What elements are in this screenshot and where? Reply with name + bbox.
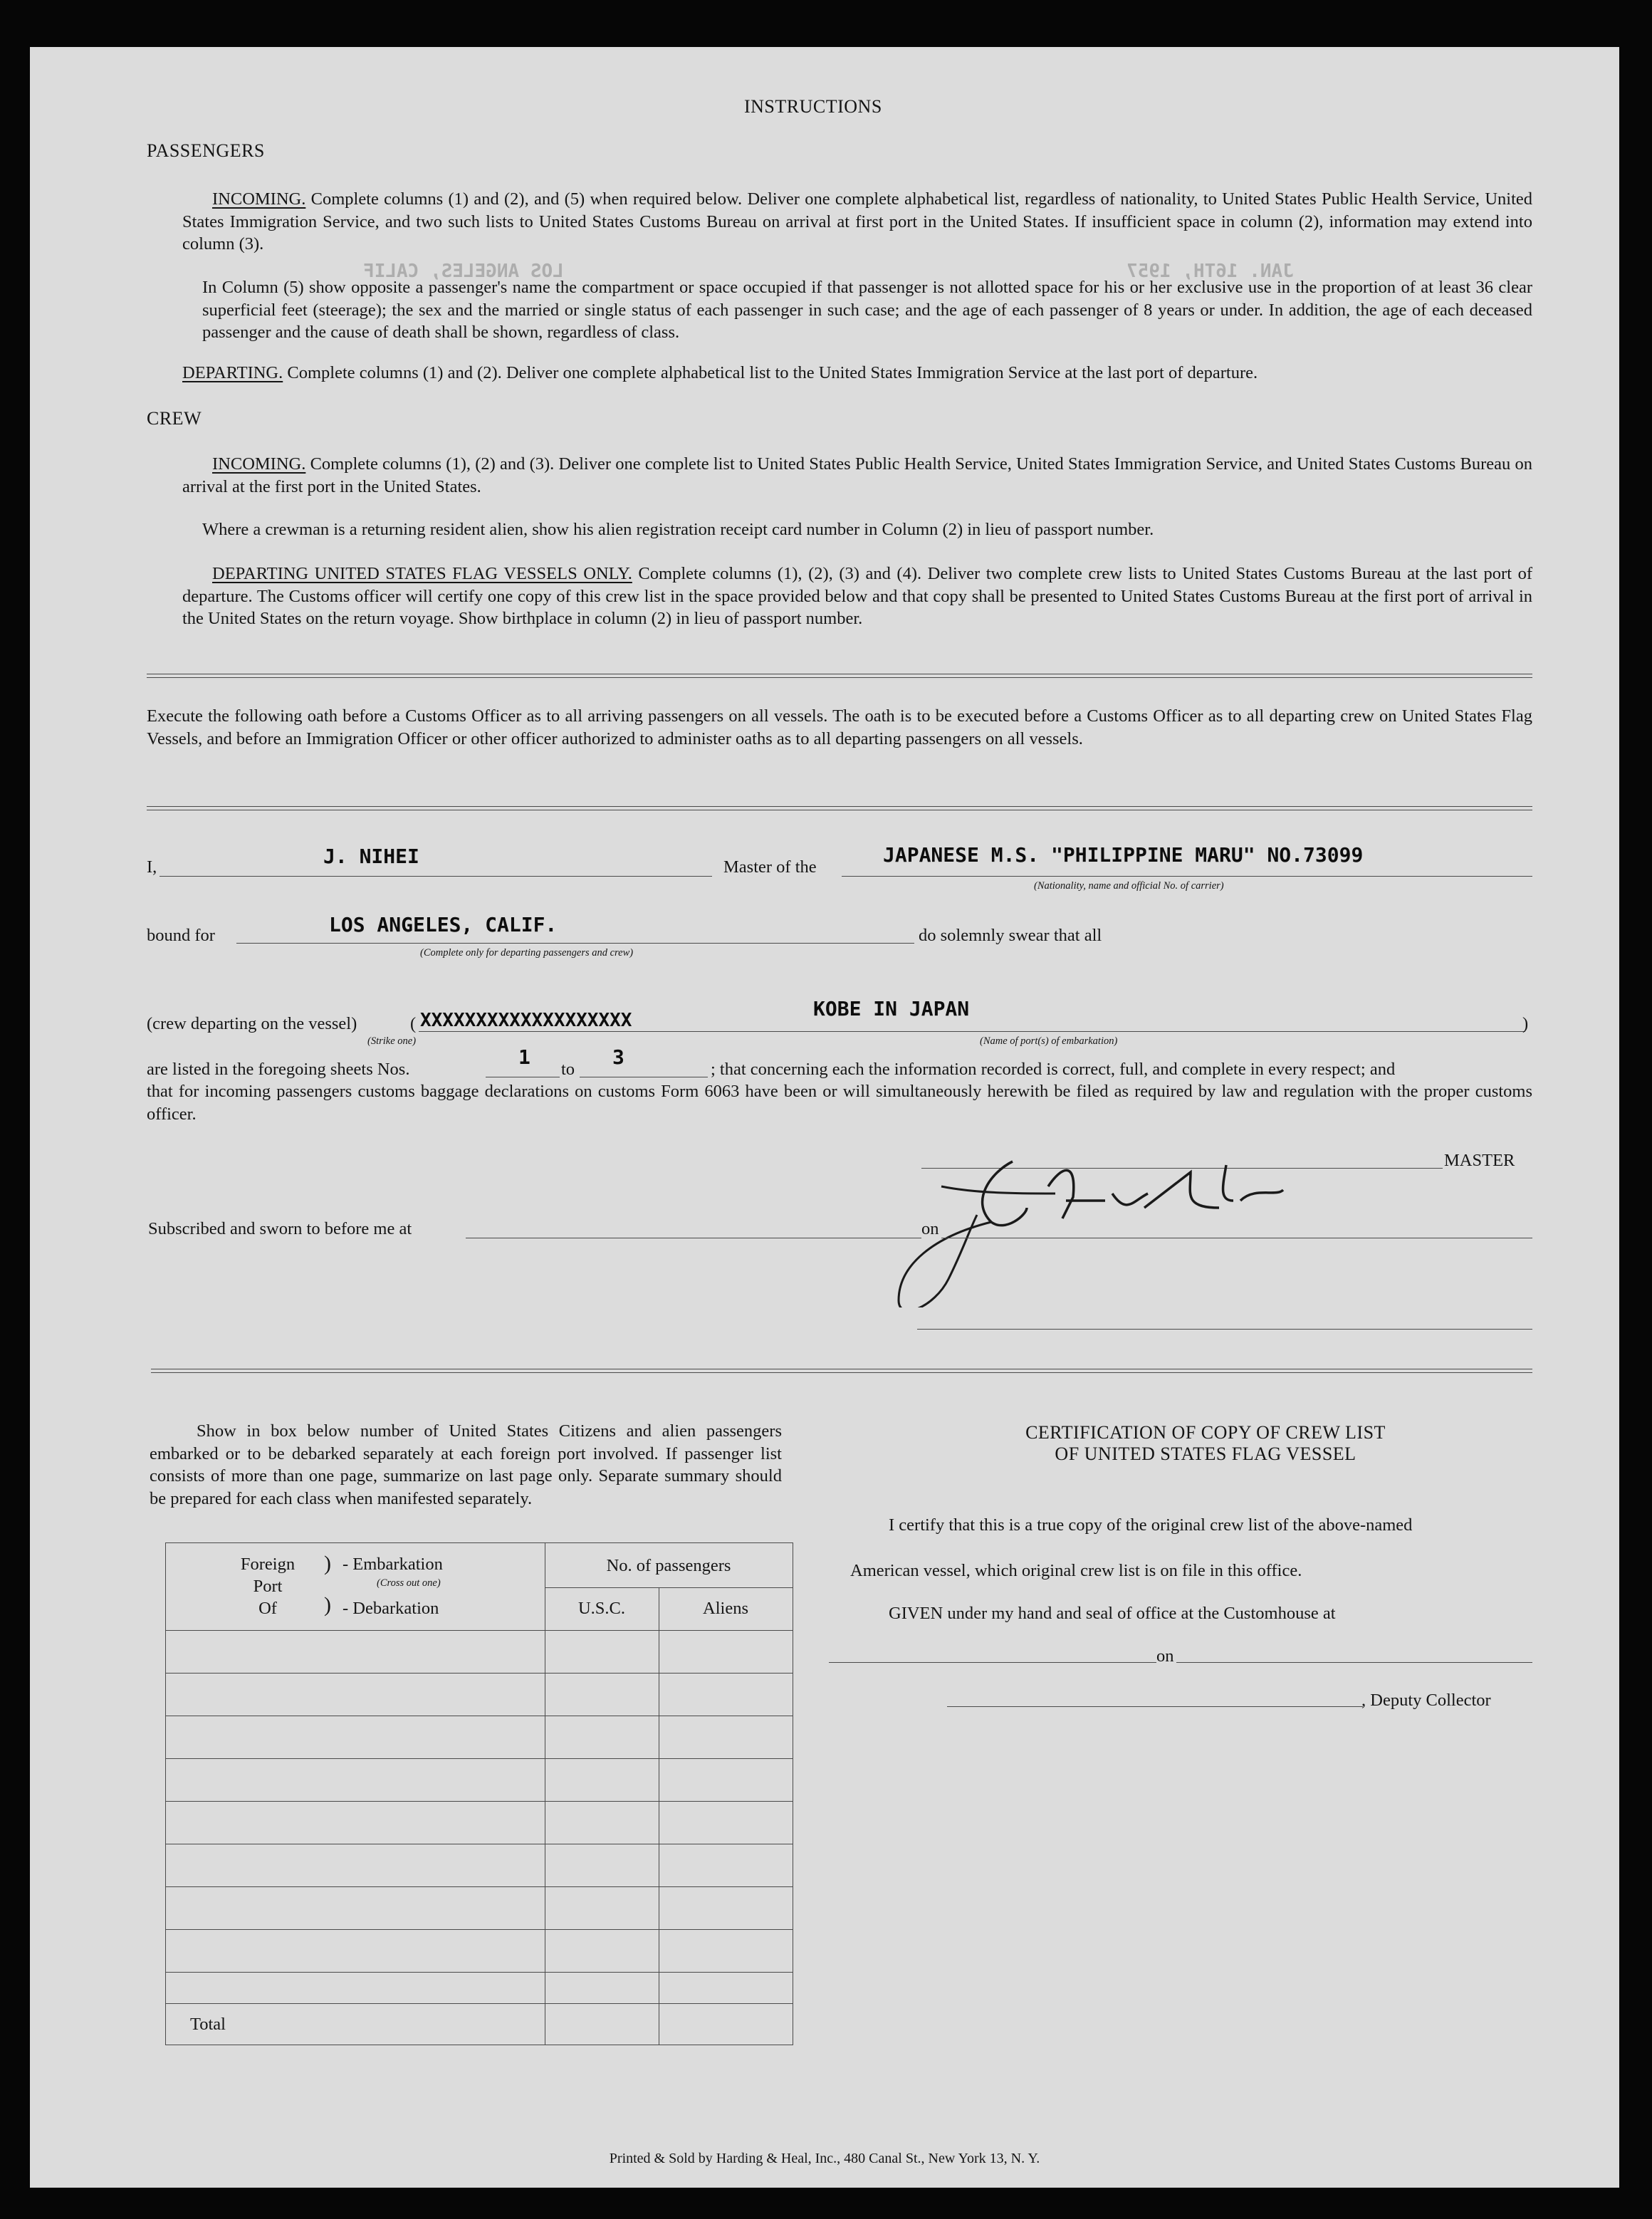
passengers-column5-paragraph: In Column (5) show opposite a passenger's name the compartment or space occupied if that passenger is not allotted space for his or her exclusive use in the proportion of at least 36 clear superficial feet (steerage); the sex and the married or single status of each passenger in such case; and the age of each passenger of 8 years or under. In addition, the age of each deceased passenger and the cause of death shall be shown, regardless of class. bbox=[202, 278, 1532, 342]
deputy-signature-line bbox=[947, 1706, 1363, 1707]
officer-signature-line bbox=[917, 1329, 1532, 1330]
vessel-line bbox=[842, 876, 1532, 877]
debarkation-label: - Debarkation bbox=[343, 1599, 439, 1618]
subscribed-on-label: on bbox=[921, 1219, 939, 1238]
section-divider-3 bbox=[151, 1369, 1532, 1373]
passenger-summary-table bbox=[165, 1542, 793, 2045]
subscribed-label: Subscribed and sworn to before me at bbox=[148, 1219, 412, 1238]
passengers-departing-text: Complete columns (1) and (2). Deliver one complete alphabetical list to the United States Immigration Service at the last port of departure. bbox=[287, 363, 1258, 382]
of-label: Of bbox=[258, 1599, 277, 1618]
listed-label: are listed in the foregoing sheets Nos. bbox=[147, 1060, 410, 1079]
embarkation-label: - Embarkation bbox=[343, 1555, 443, 1574]
table-subheader-line bbox=[545, 1587, 793, 1588]
foreign-label: Foreign bbox=[240, 1555, 296, 1574]
oath-intro-paragraph: Execute the following oath before a Customs Officer as to all arriving passengers on all vessels. The oath is to be executed before a Customs Officer as to all departing crew on United States Flag Vessels, and before an Immigration Officer or other officer authorized to administer oaths as to all departing passengers on all vessels. bbox=[147, 706, 1532, 748]
open-paren: ( bbox=[410, 1014, 417, 1033]
certification-on-label: on bbox=[1156, 1646, 1174, 1666]
bleed-through-text-left: LOS ANGELES, CALIF bbox=[363, 261, 564, 282]
close-paren: ) bbox=[1522, 1014, 1529, 1033]
destination-caption: (Complete only for departing passengers and crew) bbox=[420, 947, 634, 959]
passengers-departing-paragraph bbox=[182, 362, 1258, 384]
crew-departing-text: Complete columns (1), (2), (3) and (4). Deliver two complete crew lists to United States Customs Bureau at the last port of departure. The Customs officer will certify one copy of this crew list in the space provided below and that copy shall be presented to United States Customs Bureau at the first port of arrival in the United States on the return voyage. Show birthplace in column (2) in lieu of passport number. bbox=[182, 564, 1532, 628]
customhouse-line bbox=[829, 1662, 1156, 1663]
no-passengers-header: No. of passengers bbox=[606, 1556, 731, 1575]
listed-rest-paragraph: that for incoming passengers customs baggage declarations on customs Form 6063 have been or will simultaneously herewith be filed as required by law and regulation with the proper customs officer. bbox=[147, 1082, 1532, 1124]
crew-alien-paragraph: Where a crewman is a returning resident alien, show his alien registration receipt card number in Column (2) in lieu of passport number. bbox=[202, 520, 1154, 539]
master-label: MASTER bbox=[1444, 1151, 1515, 1170]
certification-text-3: GIVEN under my hand and seal of office at the Customhouse at bbox=[889, 1604, 1336, 1623]
master-of-label: Master of the bbox=[723, 857, 817, 877]
brace-icon-2: ) bbox=[324, 1593, 331, 1617]
sheet-to-value: 3 bbox=[612, 1045, 624, 1069]
crew-incoming-label: INCOMING. bbox=[212, 454, 306, 474]
destination-line bbox=[236, 943, 914, 944]
to-label: to bbox=[561, 1060, 575, 1079]
passengers-departing-label: DEPARTING. bbox=[182, 363, 283, 382]
crew-incoming-text: Complete columns (1), (2) and (3). Deliver one complete list to United States Public Health Service, United States Immigration Service, and United States Customs Bureau on arrival at the first port in the United States. bbox=[182, 454, 1533, 496]
strike-one-caption: (Strike one) bbox=[367, 1035, 417, 1047]
section-divider-2 bbox=[147, 806, 1532, 810]
total-label: Total bbox=[190, 2015, 226, 2034]
certification-text-1: I certify that this is a true copy of the original crew list of the above-named bbox=[889, 1515, 1413, 1535]
cross-out-caption: (Cross out one) bbox=[377, 1577, 441, 1589]
passengers-incoming-paragraph bbox=[182, 188, 1532, 256]
master-signature-image bbox=[792, 1094, 1290, 1307]
bleed-through-text-right: JAN. 16TH, 1957 bbox=[1126, 261, 1294, 282]
certification-text-2: American vessel, which original crew list is on file in this office. bbox=[850, 1561, 1302, 1580]
document-sheet bbox=[30, 47, 1619, 2188]
crew-departing-label: (crew departing on the vessel) bbox=[147, 1014, 357, 1033]
listed-rest-line1: ; that concerning each the information recorded is correct, full, and complete in every respect; and bbox=[711, 1060, 1396, 1079]
port-label: Port bbox=[253, 1577, 283, 1596]
embarkation-line bbox=[419, 1031, 1525, 1032]
section-divider-1 bbox=[147, 674, 1532, 678]
brace-icon-1: ) bbox=[324, 1552, 331, 1575]
printer-footer: Printed & Sold by Harding & Heal, Inc., 480 Canal St., New York 13, N. Y. bbox=[609, 2151, 1040, 2166]
bound-for-label: bound for bbox=[147, 926, 215, 945]
instructions-title: INSTRUCTIONS bbox=[744, 96, 882, 117]
usc-header: U.S.C. bbox=[577, 1599, 626, 1618]
crew-departing-label: DEPARTING UNITED STATES FLAG VESSELS ONLY. bbox=[212, 564, 632, 583]
passengers-heading: PASSENGERS bbox=[147, 140, 265, 161]
master-name-line bbox=[160, 876, 712, 877]
summary-intro-paragraph: Show in box below number of United States Citizens and alien passengers embarked or to be debarked separately at each foreign port involved. If passenger list consists of more than one page, summarize on last page only. Separate summary should be prepared for each class when manifested separately. bbox=[150, 1421, 782, 1508]
oath-i-label: I, bbox=[147, 857, 157, 877]
master-name-value: J. NIHEI bbox=[323, 845, 419, 868]
passengers-incoming-label: INCOMING. bbox=[212, 189, 306, 209]
deputy-collector-label: , Deputy Collector bbox=[1361, 1691, 1491, 1710]
sheet-from-value: 1 bbox=[518, 1045, 530, 1069]
crew-departing-paragraph bbox=[182, 563, 1532, 630]
certification-date-line bbox=[1176, 1662, 1532, 1663]
ports-caption: (Name of port(s) of embarkation) bbox=[980, 1035, 1118, 1047]
certification-title-2: OF UNITED STATES FLAG VESSEL bbox=[1055, 1443, 1356, 1464]
vessel-caption: (Nationality, name and official No. of carrier) bbox=[1034, 880, 1224, 892]
foreign-port-of-label bbox=[229, 1553, 307, 1619]
ports-value: KOBE IN JAPAN bbox=[813, 997, 970, 1020]
table-row-line-header bbox=[166, 1630, 793, 1631]
aliens-header: Aliens bbox=[703, 1599, 748, 1618]
destination-value: LOS ANGELES, CALIF. bbox=[329, 913, 558, 936]
passengers-incoming-text: Complete columns (1) and (2), and (5) when required below. Deliver one complete alphabetical list, regardless of nationality, to United States Public Health Service, United States Immigration Service, and two such lists to United States Customs Bureau on arrival at first port in the United States. If insufficient space in column (2), information may extend into column (3). bbox=[182, 189, 1533, 254]
certification-title-1: CERTIFICATION OF COPY OF CREW LIST bbox=[1025, 1422, 1386, 1443]
crew-incoming-paragraph bbox=[182, 453, 1532, 498]
crew-heading: CREW bbox=[147, 408, 202, 429]
swear-label: do solemnly swear that all bbox=[919, 926, 1102, 945]
struck-out-text: XXXXXXXXXXXXXXXXXXX bbox=[420, 1010, 632, 1031]
vessel-value: JAPANESE M.S. "PHILIPPINE MARU" NO.73099 bbox=[883, 843, 1364, 867]
